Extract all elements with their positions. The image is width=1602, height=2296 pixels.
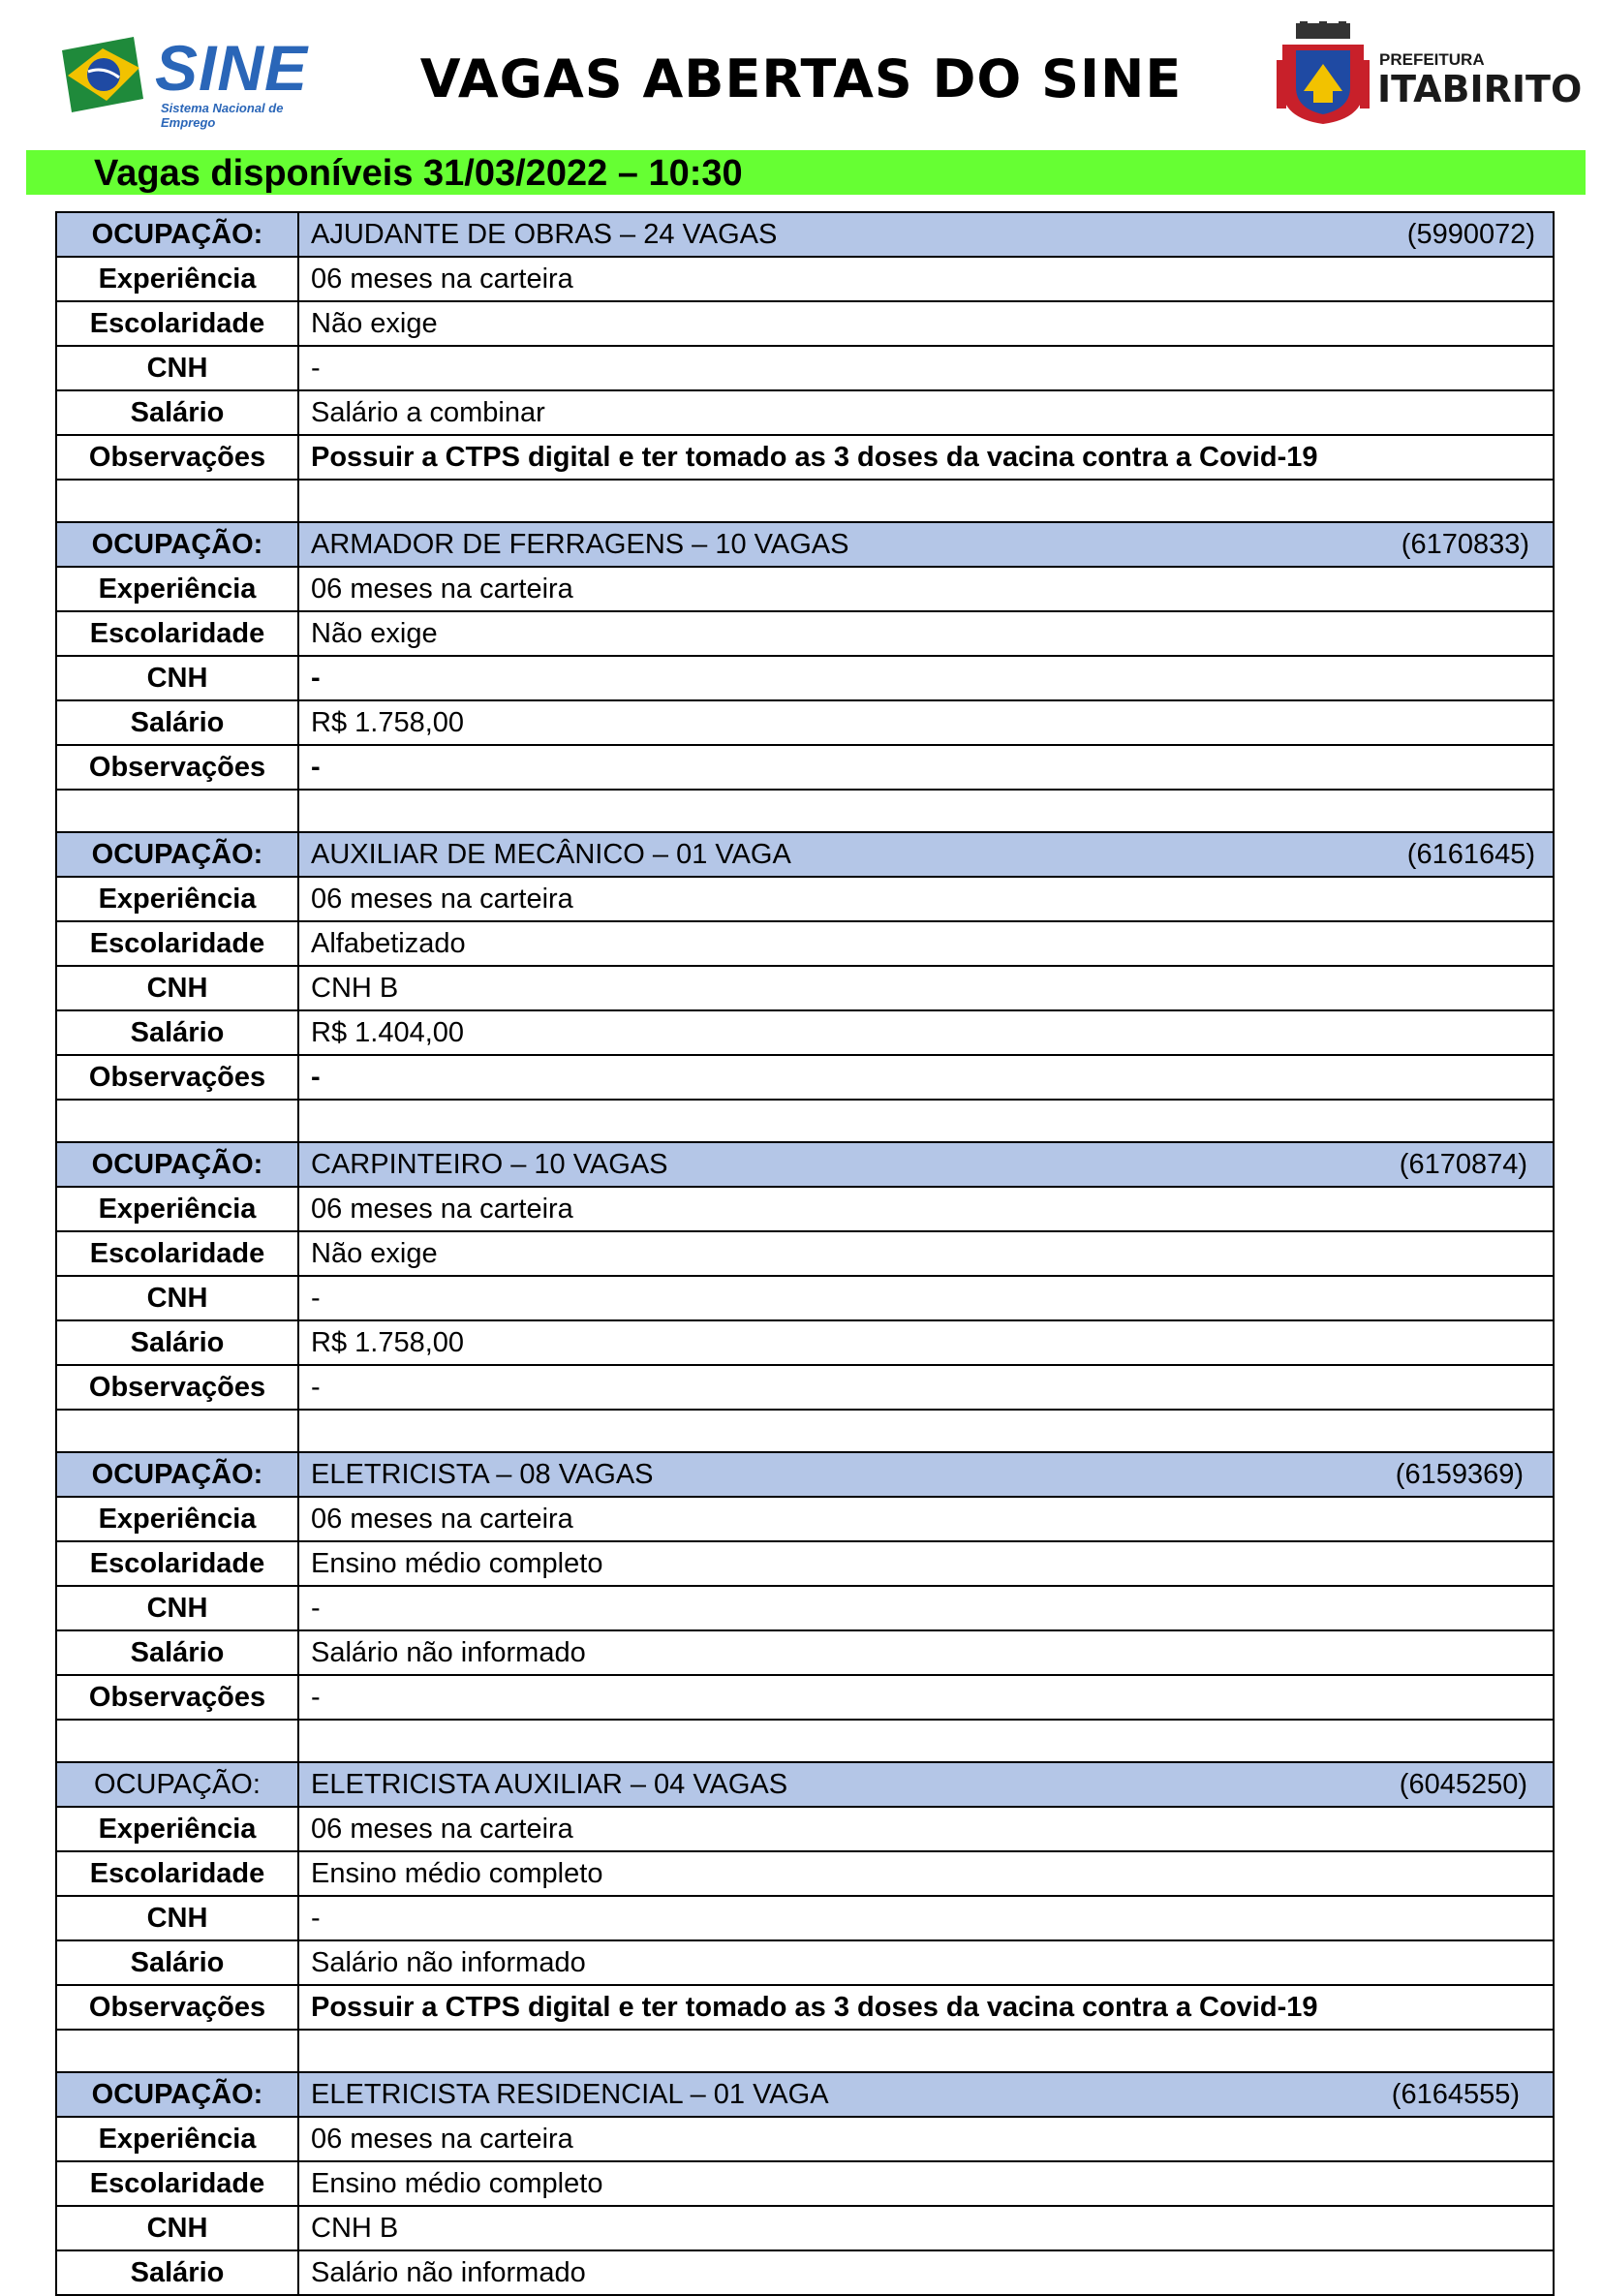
job-code: (6164555) <box>1391 2079 1520 2110</box>
page-header <box>0 0 1602 145</box>
job-code: (6170874) <box>1399 1149 1527 1180</box>
city-crest-icon <box>1275 21 1371 126</box>
job-license-row <box>56 656 1554 700</box>
license-value: - <box>298 656 1554 700</box>
occupation-label: OCUPAÇÃO: <box>56 2072 298 2117</box>
salary-value: Salário a combinar <box>298 390 1554 435</box>
notes-value: - <box>298 1055 1554 1100</box>
occupation-label: OCUPAÇÃO: <box>56 522 298 567</box>
experience-value: 06 meses na carteira <box>298 1497 1554 1541</box>
occupation-label: OCUPAÇÃO: <box>56 1762 298 1807</box>
education-label: Escolaridade <box>56 1541 298 1586</box>
job-title: AJUDANTE DE OBRAS – 24 VAGAS <box>311 219 778 250</box>
education-label: Escolaridade <box>56 921 298 966</box>
prefeitura-label: PREFEITURA <box>1379 50 1485 69</box>
job-occupation-row <box>56 1142 1554 1187</box>
job-title: ARMADOR DE FERRAGENS – 10 VAGAS <box>311 529 849 560</box>
salary-label: Salário <box>56 700 298 745</box>
job-occupation-row <box>56 2072 1554 2117</box>
occupation-cell <box>298 522 1554 567</box>
spacer-row <box>56 2030 1554 2072</box>
job-license-row <box>56 1276 1554 1320</box>
salary-label: Salário <box>56 2250 298 2295</box>
license-value: - <box>298 1586 1554 1630</box>
experience-value: 06 meses na carteira <box>298 567 1554 611</box>
job-salary-row <box>56 1010 1554 1055</box>
job-notes-row <box>56 1675 1554 1720</box>
sine-logo-text: SINE <box>155 32 309 104</box>
job-salary-row <box>56 390 1554 435</box>
experience-value: 06 meses na carteira <box>298 257 1554 301</box>
job-salary-row <box>56 2250 1554 2295</box>
license-label: CNH <box>56 1276 298 1320</box>
job-title: ELETRICISTA AUXILIAR – 04 VAGAS <box>311 1769 788 1800</box>
education-label: Escolaridade <box>56 611 298 656</box>
job-code: (6159369) <box>1395 1459 1524 1490</box>
job-occupation-row <box>56 212 1554 257</box>
notes-label: Observações <box>56 745 298 790</box>
job-occupation-row <box>56 522 1554 567</box>
job-title: AUXILIAR DE MECÂNICO – 01 VAGA <box>311 839 791 870</box>
license-value: - <box>298 346 1554 390</box>
job-experience-row <box>56 1187 1554 1231</box>
education-value: Ensino médio completo <box>298 2161 1554 2206</box>
experience-label: Experiência <box>56 1807 298 1851</box>
license-value: CNH B <box>298 2206 1554 2250</box>
occupation-cell <box>298 1142 1554 1187</box>
prefeitura-logo <box>1275 21 1583 128</box>
education-label: Escolaridade <box>56 2161 298 2206</box>
job-notes-row <box>56 1055 1554 1100</box>
experience-label: Experiência <box>56 1187 298 1231</box>
sine-logo-subtitle: Sistema Nacional de Emprego <box>161 101 284 130</box>
salary-value: Salário não informado <box>298 1630 1554 1675</box>
license-label: CNH <box>56 346 298 390</box>
license-value: CNH B <box>298 966 1554 1010</box>
notes-value: - <box>298 745 1554 790</box>
job-education-row <box>56 611 1554 656</box>
salary-value: Salário não informado <box>298 1940 1554 1985</box>
occupation-label: OCUPAÇÃO: <box>56 1452 298 1497</box>
spacer-row <box>56 1100 1554 1142</box>
education-value: Não exige <box>298 301 1554 346</box>
occupation-cell <box>298 212 1554 257</box>
education-label: Escolaridade <box>56 1231 298 1276</box>
experience-label: Experiência <box>56 567 298 611</box>
salary-label: Salário <box>56 1630 298 1675</box>
occupation-label: OCUPAÇÃO: <box>56 1142 298 1187</box>
notes-label: Observações <box>56 1055 298 1100</box>
notes-value: Possuir a CTPS digital e ter tomado as 3 doses da vacina contra a Covid-19 <box>298 1985 1554 2030</box>
job-salary-row <box>56 1320 1554 1365</box>
job-education-row <box>56 921 1554 966</box>
education-value: Não exige <box>298 1231 1554 1276</box>
spacer-row <box>56 1720 1554 1762</box>
salary-label: Salário <box>56 390 298 435</box>
salary-value: Salário não informado <box>298 2250 1554 2295</box>
job-title: CARPINTEIRO – 10 VAGAS <box>311 1149 668 1180</box>
job-experience-row <box>56 2117 1554 2161</box>
job-notes-row <box>56 745 1554 790</box>
spacer-row <box>56 480 1554 522</box>
page-title: VAGAS ABERTAS DO SINE <box>419 48 1183 109</box>
notes-value: - <box>298 1675 1554 1720</box>
salary-label: Salário <box>56 1320 298 1365</box>
salary-label: Salário <box>56 1940 298 1985</box>
job-education-row <box>56 1541 1554 1586</box>
notes-label: Observações <box>56 1675 298 1720</box>
job-experience-row <box>56 877 1554 921</box>
license-label: CNH <box>56 2206 298 2250</box>
education-value: Alfabetizado <box>298 921 1554 966</box>
job-license-row <box>56 2206 1554 2250</box>
experience-value: 06 meses na carteira <box>298 877 1554 921</box>
job-experience-row <box>56 1807 1554 1851</box>
salary-label: Salário <box>56 1010 298 1055</box>
education-label: Escolaridade <box>56 1851 298 1896</box>
job-license-row <box>56 1586 1554 1630</box>
notes-label: Observações <box>56 1365 298 1410</box>
job-notes-row <box>56 435 1554 480</box>
education-label: Escolaridade <box>56 301 298 346</box>
job-occupation-row <box>56 832 1554 877</box>
experience-value: 06 meses na carteira <box>298 2117 1554 2161</box>
experience-label: Experiência <box>56 1497 298 1541</box>
job-code: (6045250) <box>1399 1769 1527 1800</box>
job-occupation-row <box>56 1452 1554 1497</box>
salary-value: R$ 1.758,00 <box>298 700 1554 745</box>
job-experience-row <box>56 257 1554 301</box>
occupation-cell <box>298 2072 1554 2117</box>
experience-label: Experiência <box>56 877 298 921</box>
notes-label: Observações <box>56 1985 298 2030</box>
license-value: - <box>298 1896 1554 1940</box>
license-value: - <box>298 1276 1554 1320</box>
jobs-table <box>55 211 1555 2296</box>
banner-text: Vagas disponíveis 31/03/2022 – 10:30 <box>94 153 743 194</box>
education-value: Não exige <box>298 611 1554 656</box>
job-experience-row <box>56 1497 1554 1541</box>
job-salary-row <box>56 700 1554 745</box>
job-code: (6161645) <box>1406 839 1535 870</box>
job-notes-row <box>56 1985 1554 2030</box>
job-education-row <box>56 2161 1554 2206</box>
experience-value: 06 meses na carteira <box>298 1187 1554 1231</box>
experience-value: 06 meses na carteira <box>298 1807 1554 1851</box>
occupation-label: OCUPAÇÃO: <box>56 212 298 257</box>
job-title: ELETRICISTA – 08 VAGAS <box>311 1459 654 1490</box>
notes-value: Possuir a CTPS digital e ter tomado as 3 doses da vacina contra a Covid-19 <box>298 435 1554 480</box>
license-label: CNH <box>56 1896 298 1940</box>
job-code: (5990072) <box>1406 219 1535 250</box>
job-salary-row <box>56 1940 1554 1985</box>
job-education-row <box>56 1231 1554 1276</box>
license-label: CNH <box>56 1586 298 1630</box>
prefeitura-city: ITABIRITO <box>1377 68 1583 110</box>
job-code: (6170833) <box>1401 529 1529 560</box>
job-license-row <box>56 346 1554 390</box>
job-license-row <box>56 966 1554 1010</box>
job-salary-row <box>56 1630 1554 1675</box>
job-license-row <box>56 1896 1554 1940</box>
job-education-row <box>56 301 1554 346</box>
salary-value: R$ 1.758,00 <box>298 1320 1554 1365</box>
job-education-row <box>56 1851 1554 1896</box>
notes-value: - <box>298 1365 1554 1410</box>
spacer-row <box>56 1410 1554 1452</box>
license-label: CNH <box>56 966 298 1010</box>
occupation-cell <box>298 1762 1554 1807</box>
occupation-cell <box>298 1452 1554 1497</box>
experience-label: Experiência <box>56 257 298 301</box>
salary-value: R$ 1.404,00 <box>298 1010 1554 1055</box>
job-notes-row <box>56 1365 1554 1410</box>
job-occupation-row <box>56 1762 1554 1807</box>
spacer-row <box>56 790 1554 832</box>
occupation-cell <box>298 832 1554 877</box>
education-value: Ensino médio completo <box>298 1851 1554 1896</box>
experience-label: Experiência <box>56 2117 298 2161</box>
job-title: ELETRICISTA RESIDENCIAL – 01 VAGA <box>311 2079 829 2110</box>
notes-label: Observações <box>56 435 298 480</box>
job-experience-row <box>56 567 1554 611</box>
date-banner <box>26 150 1586 195</box>
license-label: CNH <box>56 656 298 700</box>
education-value: Ensino médio completo <box>298 1541 1554 1586</box>
occupation-label: OCUPAÇÃO: <box>56 832 298 877</box>
